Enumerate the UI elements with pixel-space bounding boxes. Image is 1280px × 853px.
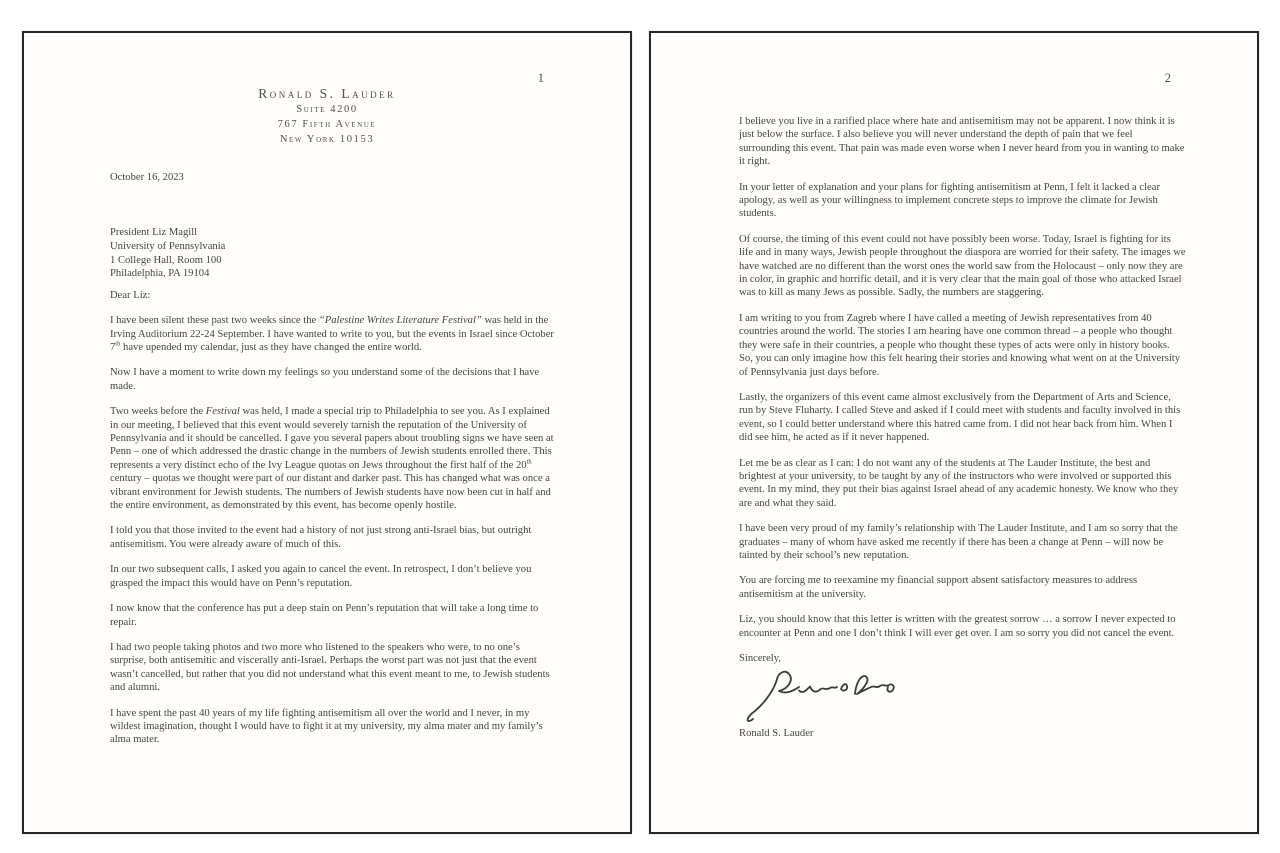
text-run: Let me be as clear as I can: I do not want any of the students at The Lauder Institute, the best and brightest at your university, to be taught by any of the instructors who were involved or supported this event. In my mind, they put their bias against Israel ahead of any academic honesty. We know who they are and what they said. (739, 457, 1179, 509)
text-run: Of course, the timing of this event could not have possibly been worse. Today, Israel is fighting for its life and in many ways, Jewish people throughout the diaspora are worried for their safety. The images we have watched are no different than the worst ones the world saw from the Holocaust – only now they are in color, in graphic and horrific detail, and it is very clear that the main goal of those who attacked Israel was to kill as many Jews as possible. Sadly, the numbers are staggering. (739, 233, 1186, 299)
recipient-institution: University of Pennsylvania (110, 241, 226, 252)
page-number: 1 (537, 71, 544, 85)
signature-icon (743, 667, 913, 725)
letter-page-1 (22, 31, 632, 834)
recipient-name: President Liz Magill (110, 227, 198, 239)
superscript-text: th (115, 340, 121, 348)
letterhead (24, 33, 630, 147)
text-run: You are forcing me to reexamine my financial support absent satisfactory measures to address antisemitism at the university. (739, 575, 1138, 600)
text-run: I have spent the past 40 years of my life fighting antisemitism all over the world and I never, in my wildest imagination, thought I would have to fight it at my university, my alma mater and my family’s alma mater. (110, 707, 543, 746)
letter-paragraph (739, 574, 1186, 601)
paragraphs-page-1 (110, 314, 557, 747)
text-run: Lastly, the organizers of this event came almost exclusively from the Department of Arts and Science, run by Steve Fluharty. I called Steve and asked if I could meet with students and faculty involved in this event, so I could better understand where this hatred came from. I did not hear back from him. When I did see him, he acted as if it never happened. (739, 391, 1181, 444)
salutation: Dear Liz: (110, 289, 151, 301)
text-run: I now know that the conference has put a deep stain on Penn’s reputation that will take a long time to repair. (110, 603, 539, 628)
text-run: was held, I made a special trip to Philadelphia to see you. As I explained in our meeting, I believed that this event would severely tarnish the reputation of the University of Pennsylvania and it should be cancelled. I gave you several papers about troubling signs we have seen at Penn – one of which addressed the drastic change in the numbers of Jewish students enrolled there. This represents a very distinct echo of the Ivy League quotas on Jews throughout the first half of the 20 (110, 406, 554, 471)
letter-paragraph (739, 457, 1186, 511)
text-run: In your letter of explanation and your plans for fighting antisemitism at Penn, I felt it lacked a clear apology, as well as your willingness to implement concrete steps to improve the climate for Jewish students. (739, 181, 1160, 220)
text-run: I have been silent these past two weeks since the (110, 315, 319, 327)
letterhead-name: Ronald S. Lauder (258, 86, 396, 101)
text-run: I had two people taking photos and two more who listened to the speakers who were, to no one’s surprise, both antisemitic and viscerally anti-Israel. Perhaps the worst part was not just that the event wasn’t cancelled, but rather that you did not understand what this event meant to me, to Jewish students and alumni. (110, 641, 550, 694)
letter-date: October 16, 2023 (110, 172, 184, 183)
superscript-text: th (526, 458, 532, 466)
text-run: I believe you live in a rarified place where hate and antisemitism may not be apparent. I now think it is just below the surface. I also believe you will never understand the depth of pain that we feel surrounding this event. That pain was made even worse when I never heard from you in wanting to make it right. (739, 116, 1185, 168)
letter-page-2 (649, 31, 1259, 834)
text-run: Two weeks before the (110, 406, 206, 418)
text-run: I told you that those invited to the event had a history of not just strong anti-Israel bias, but outright antisemitism. You were already aware of much of this. (110, 525, 532, 550)
letterhead-suite: Suite 4200 (296, 104, 358, 115)
text-run: Now I have a moment to write down my feelings so you understand some of the decisions that I have made. (110, 367, 540, 392)
letterhead-street: 767 Fifth Avenue (277, 119, 377, 130)
letter-paragraph (110, 405, 557, 512)
text-run: have upended my calendar, just as they have changed the entire world. (120, 342, 422, 353)
letter-paragraph (739, 115, 1186, 169)
text-run: Liz, you should know that this letter is written with the greatest sorrow … a sorrow I never expected to encounter at Penn and one I don’t think I will ever get over. I am so sorry you did not cancel the event. (739, 614, 1176, 639)
italic-text: “Palestine Writes Literature Festival” (318, 315, 482, 327)
typed-signature-name: Ronald S. Lauder (739, 728, 814, 740)
letterhead-city: New York 10153 (279, 134, 375, 145)
letter-body-page-2 (651, 33, 1186, 741)
text-run: I have been very proud of my family’s relationship with The Lauder Institute, and I am so sorry that the graduates – many of whom have asked me recently if there has been a change at Penn – will now be tainted by their school’s new reputation. (739, 523, 1178, 561)
text-run: was held in the Irving Auditorium 22-24 September. I have wanted to write to you, but the events in Israel since October 7 (110, 315, 554, 353)
letter-paragraph (739, 181, 1186, 221)
text-run: century – quotas we thought were part of our distant and darker past. This has changed what was once a vibrant environment for Jewish students. The numbers of Jewish students have now been cut in half and the entire environment, as demonstrated by this event, has become openly hostile. (110, 473, 551, 512)
handwritten-signature (743, 667, 1186, 725)
paragraphs-page-2 (739, 115, 1186, 640)
recipient-block (110, 226, 557, 280)
page-number: 2 (1164, 71, 1171, 85)
text-run: In our two subsequent calls, I asked you again to cancel the event. In retrospect, I don’t believe you grasped the impact this would have on Penn’s reputation. (110, 564, 532, 589)
closing-line: Sincerely, (739, 653, 781, 664)
recipient-address: 1 College Hall, Room 100 (110, 254, 222, 266)
letter-body-page-1 (110, 171, 557, 747)
letter-paragraph (110, 563, 557, 590)
letter-paragraph (110, 707, 557, 747)
letter-paragraph (110, 314, 557, 354)
letter-paragraph (739, 522, 1186, 562)
letter-paragraph (739, 391, 1186, 445)
letter-paragraph (739, 613, 1186, 640)
italic-text: Festival (205, 406, 240, 418)
letter-paragraph (110, 366, 557, 393)
letter-paragraph (110, 524, 557, 551)
letter-paragraph (739, 312, 1186, 379)
text-run: I am writing to you from Zagreb where I have called a meeting of Jewish representatives from 40 countries around the world. The stories I am hearing have one common thread – a people who thought they were safe in their countries, a people who thought these types of acts were only in history books. So, you can only imagine how this felt hearing their stories and knowing what went on at the University of Pennsylvania just days before. (739, 312, 1181, 378)
letter-paragraph (739, 233, 1186, 300)
letter-paragraph (110, 602, 557, 629)
recipient-city: Philadelphia, PA 19104 (110, 268, 210, 280)
letter-paragraph (110, 641, 557, 695)
